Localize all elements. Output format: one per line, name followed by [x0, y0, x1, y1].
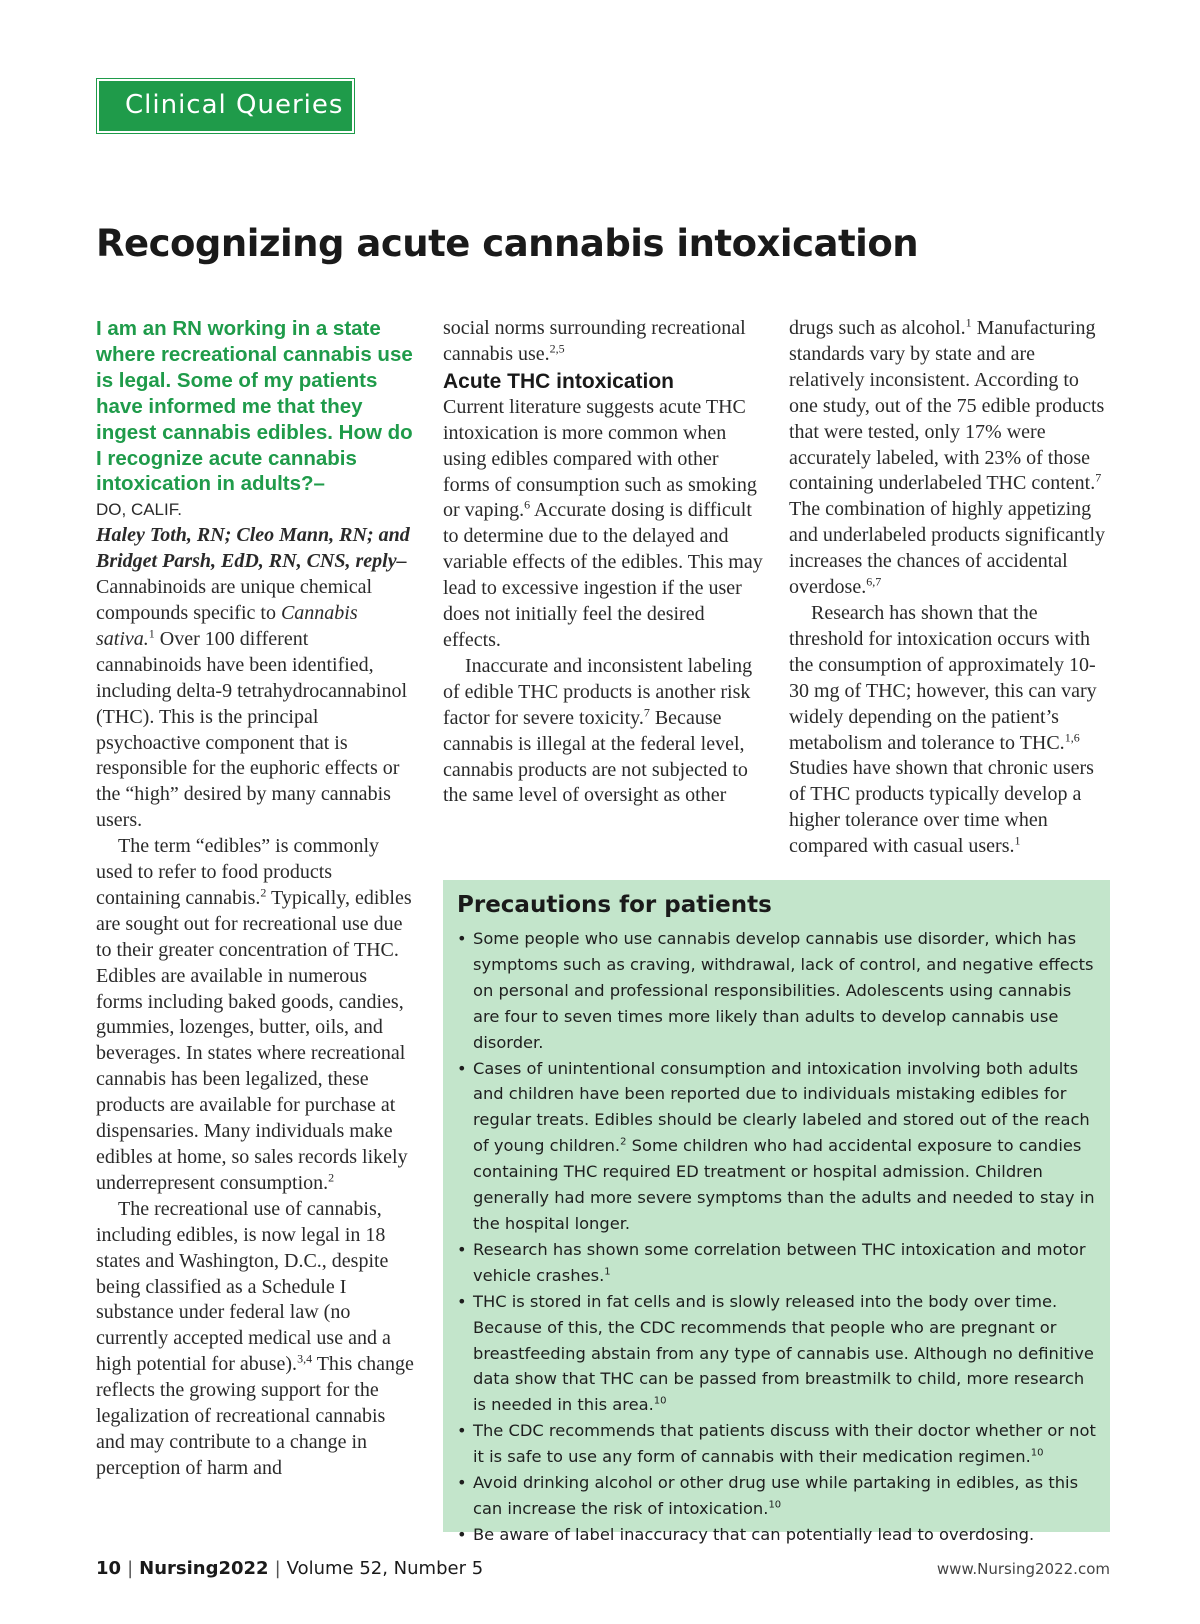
article-title: Recognizing acute cannabis intoxication: [96, 222, 919, 265]
volume-info: Volume 52, Number 5: [286, 1558, 484, 1579]
precautions-list: [457, 926, 1096, 1548]
reply-paragraph-3-continued: social norms surrounding recreational cannabis use.$^{2,5}$: [443, 317, 746, 365]
list-item: • Be aware of label inaccuracy that can potentially lead to overdosing.: [457, 1522, 1096, 1548]
p3-continuation: social norms surrounding recreational cannabis use.: [443, 317, 746, 365]
reply-paragraph-1: Haley Toth, RN; Cleo Mann, RN; and Bridget Parsh, EdD, RN, CNS, reply–Cannabinoids are unique chemical compounds specific to Cannabis sativa.$^1$ Over 100 different cannabinoids have been identified, including delta-9 tetrahydrocannabinol (THC). This is the principal psychoactive component that is responsible for the euphoric effects or the “high” desired by many cannabis users.: [96, 524, 410, 832]
journal-name: Nursing2022: [139, 1558, 269, 1579]
precautions-box: [443, 880, 1110, 1544]
reply-paragraph-2: The term “edibles” is commonly used to refer to food products containing cannabis.$^2$ Typically, edibles are sought out for recreational use due to their greater concentration of THC. Edibles are available in numerous forms including baked goods, candies, gummies, lozenges, butter, oils, and beverages. In states where recreational cannabis has been legalized, these products are available for purchase at dispensaries. Many individuals make edibles at home, so sales records likely underrepresent consumption.$^2$: [96, 835, 412, 1194]
footer-left: 10 | Nursing2022 | Volume 52, Number 5: [96, 1558, 484, 1579]
section-paragraph-3: Research has shown that the threshold for intoxication occurs with the consumption of approximately 10-30 mg of THC; however, this can vary widely depending on the patient’s metabolism and tolerance to THC.$^{1,6}$ Studies have shown that chronic users of THC products typically develop a higher tolerance over time when compared with casual users.$^1$: [789, 601, 1097, 858]
question-text: I am an RN working in a state where recreational cannabis use is legal. Some of my patients have informed me that they ingest cannabis edibles. How do I recognize acute cannabis intoxication in adults?–: [96, 317, 413, 496]
list-item: • Avoid drinking alcohol or other drug use while partaking in edibles, as this can increase the risk of intoxication.$^{10}$: [457, 1470, 1096, 1522]
page-footer: [96, 1558, 1110, 1588]
section-paragraph-2: Inaccurate and inconsistent labeling of edible THC products is another risk factor for severe toxicity.$^7$ Because cannabis is illegal at the federal level, cannabis products are not subjected to the same level of oversight as other: [443, 654, 753, 807]
question-signature: DO, CALIF.: [96, 500, 182, 520]
reply-paragraph-3: The recreational use of cannabis, including edibles, is now legal in 18 states and Washington, D.C., despite being classified as a Schedule I substance under federal law (no currently accepted medical use and a high potential for abuse).$^{3,4}$ This change reflects the growing support for the legalization of recreational cannabis and may contribute to a change in perception of harm and: [96, 1197, 414, 1479]
footer-url: www.Nursing2022.com: [936, 1560, 1110, 1578]
reply-authors: Haley Toth, RN; Cleo Mann, RN; and Bridget Parsh, EdD, RN, CNS, reply–: [96, 524, 410, 573]
list-item: • THC is stored in fat cells and is slowly released into the body over time. Because of this, the CDC recommends that people who are pregnant or breastfeeding abstain from any type of cannabis use. Although no definitive data show that THC can be passed from breastmilk to child, more research is needed in this area.$^{10}$: [457, 1289, 1096, 1419]
column-2: [443, 316, 765, 809]
list-item: • The CDC recommends that patients discuss with their doctor whether or not it is safe to use any form of cannabis with their medication regimen.$^{10}$: [457, 1418, 1096, 1470]
column-1: [96, 316, 416, 1482]
page-number: 10: [96, 1558, 122, 1579]
list-item: • Some people who use cannabis develop cannabis use disorder, which has symptoms such as craving, withdrawal, lack of control, and negative effects on personal and professional responsibilities. Adolescents using cannabis are four to seven times more likely than adults to develop cannabis use disorder.: [457, 926, 1096, 1056]
section-banner-label: Clinical Queries: [99, 81, 352, 131]
section-banner: [96, 78, 355, 134]
list-item: • Research has shown some correlation between THC intoxication and motor vehicle crashes.$^1$: [457, 1237, 1096, 1289]
precautions-title: Precautions for patients: [457, 892, 772, 918]
section-paragraph-2-continued: drugs such as alcohol.$^1$ Manufacturing standards vary by state and are relatively inconsistent. According to one study, out of the 75 edible products that were tested, only 17% were accurately labeled, with 23% of those containing underlabeled THC content.$^7$ The combination of highly appetizing and underlabeled products significantly increases the chances of accidental overdose.$^{6,7}$: [789, 315, 1106, 599]
section-heading: Acute THC intoxication: [443, 369, 675, 393]
section-paragraph-1: Current literature suggests acute THC intoxication is more common when using edibles compared with other forms of consumption such as smoking or vaping.$^6$ Accurate dosing is difficult to determine due to the delayed and variable effects of the edibles. This may lead to excessive ingestion if the user does not initially feel the desired effects.: [443, 395, 763, 651]
list-item: • Cases of unintentional consumption and intoxication involving both adults and children have been reported due to individuals mistaking edibles for regular treats. Edibles should be clearly labeled and stored out of the reach of young children.$^2$ Some children who had accidental exposure to candies containing THC required ED treatment or hospital admission. Children generally had more severe symptoms than the adults and needed to stay in the hospital longer.: [457, 1056, 1096, 1237]
column-3: [789, 316, 1111, 860]
